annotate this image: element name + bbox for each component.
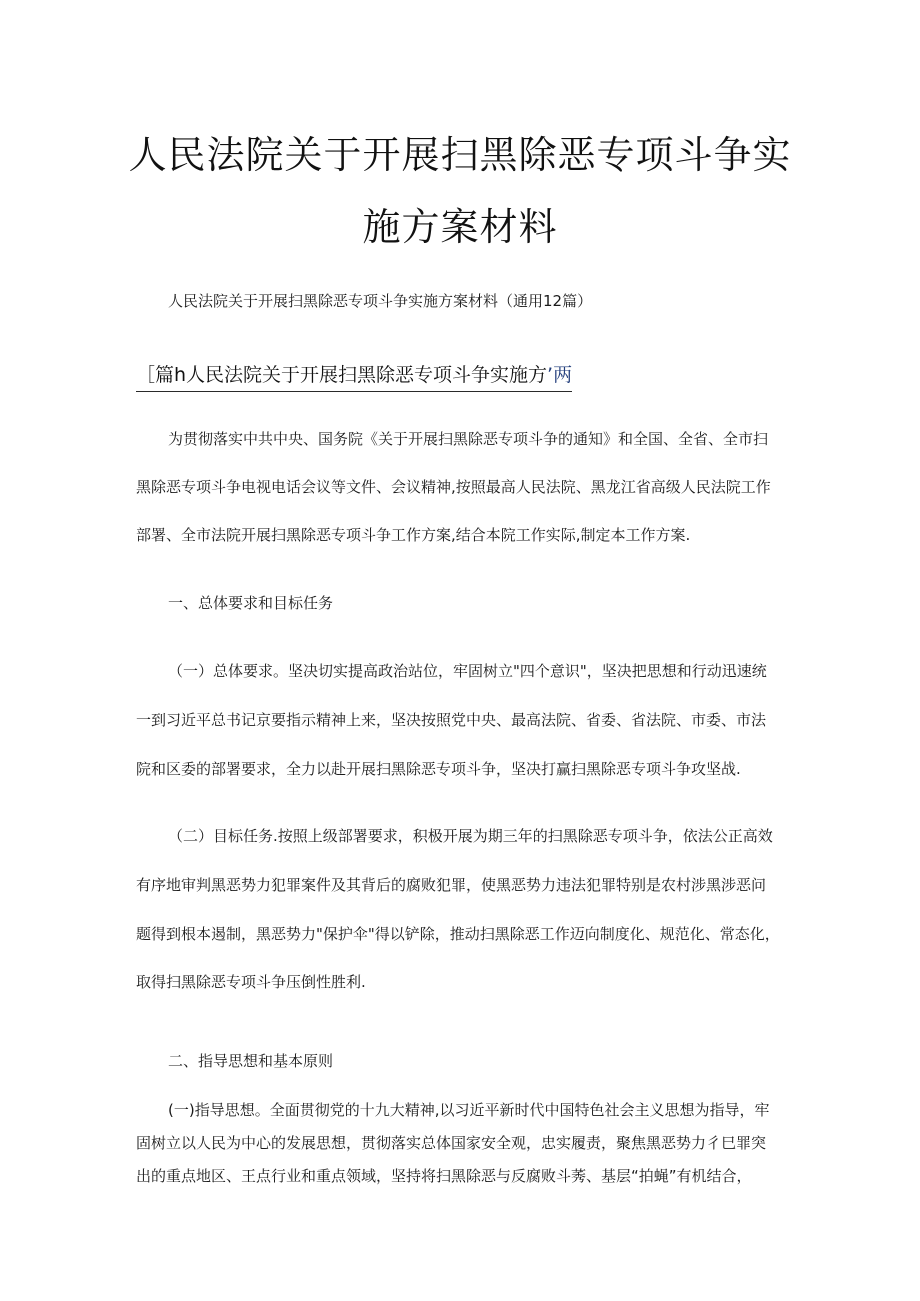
heading-general-requirements: 一、总体要求和目标任务 — [168, 594, 334, 612]
heading-guiding-thought: 二、指导思想和基本原则 — [168, 1052, 334, 1070]
general-requirements-line-2: 一到习近平总书记京要指示精神上来，坚决按照党中央、最高法院、省委、省法院、市委、市法 — [136, 711, 767, 729]
target-tasks-line-1: （二）目标任务.按照上级部署要求，积极开展为期三年的扫黑除恶专项斗争，依法公正高效 — [168, 827, 773, 845]
target-tasks-line-2: 有序地审判黑恶势力犯罪案件及其背后的腐败犯罪，使黑恶势力违法犯罪特别是农村涉黑涉恶问 — [136, 876, 767, 894]
target-tasks-line-3: 题得到根本遏制，黑恶势力"保护伞"得以铲除，推动扫黑除恶工作迈向制度化、规范化、常态化， — [136, 925, 780, 943]
document-title-line-2: 施方案材料 — [362, 205, 558, 249]
section-heading — [136, 360, 572, 387]
general-requirements-line-1: （一）总体要求。坚决切实提高政治站位，牢固树立"四个意识"，坚决把思想和行动迅速统 — [168, 662, 767, 680]
section-heading-tail: ’两 — [547, 364, 573, 386]
guiding-thought-line-1: (一)指导思想。全面贯彻党的十九大精神,以习近平新时代中国特色社会主义思想为指导，牢 — [168, 1101, 770, 1119]
intro-line-2: 黑除恶专项斗争电视电话会议等文件、会议精神,按照最高人民法院、黑龙江省高级人民法院工作 — [136, 478, 771, 496]
guiding-thought-line-3: 出的重点地区、王点行业和重点领域，坚持将扫黑除恶与反腐败斗莠、基层“拍蝇”有机结合， — [136, 1167, 752, 1185]
guiding-thought-line-2: 固树立以人民为中心的发展思想，贯彻落实总体国家安全观，忠实履责，聚焦黑恶势力彳巳罪突 — [136, 1134, 767, 1152]
target-tasks-line-4: 取得扫黑除恶专项斗争压倒性胜利. — [136, 973, 366, 991]
document-subtitle: 人民法院关于开展扫黑除恶专项斗争实施方案材料（通用12篇） — [168, 292, 593, 310]
section-heading-underline — [136, 391, 572, 392]
general-requirements-line-3: 院和区委的部署要求，全力以赴开展扫黑除恶专项斗争，坚决打赢扫黑除恶专项斗争攻坚战. — [136, 760, 741, 778]
intro-line-1: 为贯彻落实中共中央、国务院《关于开展扫黑除恶专项斗争的通知》和全国、全省、全市扫 — [168, 430, 769, 448]
section-heading-text: ［篇h人民法院关于开展扫黑除恶专项斗争实施方 — [136, 364, 548, 386]
document-title-line-1: 人民法院关于开展扫黑除恶专项斗争实 — [128, 133, 792, 177]
intro-line-3: 部署、全市法院开展扫黑除恶专项斗争工作方案,结合本院工作实际,制定本工作方案. — [136, 526, 691, 544]
